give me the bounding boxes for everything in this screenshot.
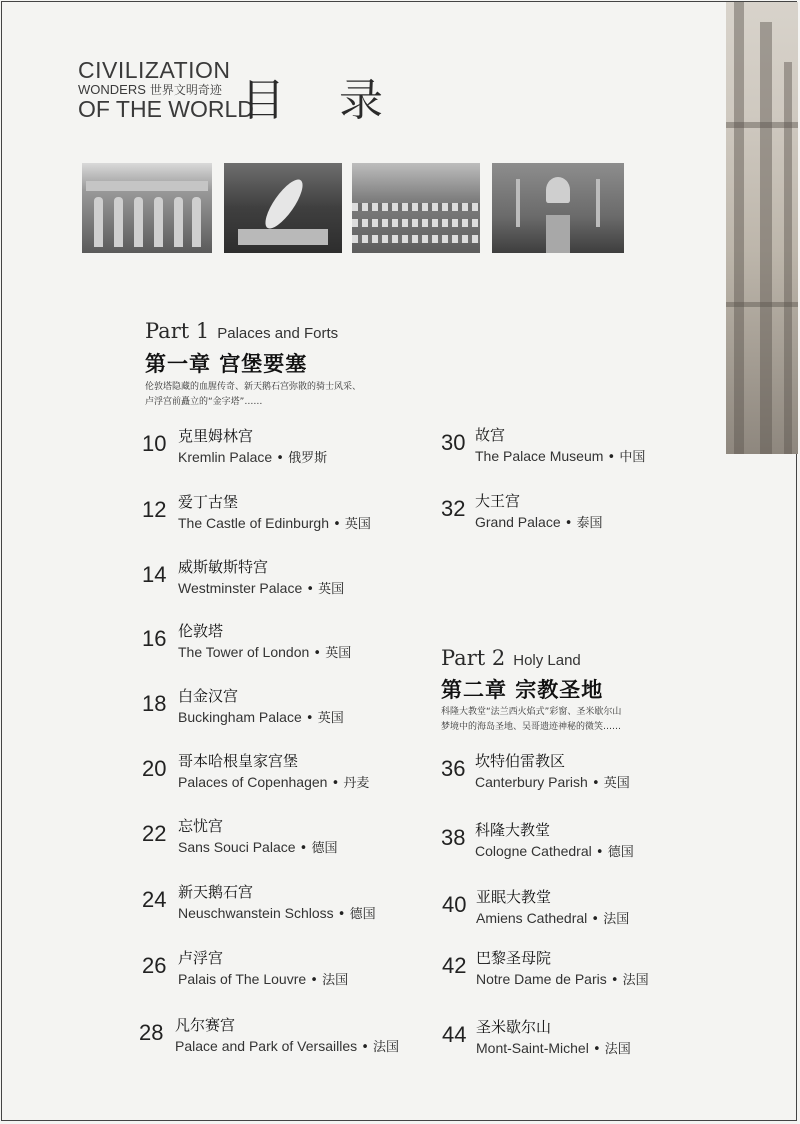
entry-country: 俄罗斯 (288, 451, 328, 466)
entry-country: 德国 (607, 845, 634, 860)
entry-name-en: Kremlin Palace (178, 449, 273, 465)
entry-title-en (175, 1036, 399, 1055)
separator: • (295, 841, 312, 856)
entry-country: 法国 (604, 1042, 631, 1057)
entry-country: 法国 (603, 912, 630, 927)
entry-name-en: Palace and Park of Versailles (175, 1038, 358, 1054)
photo-taj-mahal (492, 163, 624, 253)
entry-title-cn: 巴黎圣母院 (476, 949, 552, 967)
brand-wonders: WONDERS (78, 82, 146, 97)
entry-name-en: Mont-Saint-Michel (476, 1040, 589, 1056)
entry-name-en: Cologne Cathedral (475, 843, 592, 859)
entry-title-en (178, 772, 369, 791)
intro-line: 伦敦塔隐藏的血腥传奇、新天鹅石宫弥散的骑士风采、 (145, 382, 362, 392)
entry-name-en: Palais of The Louvre (178, 971, 307, 987)
separator: • (333, 907, 350, 922)
entry-country: 英国 (344, 517, 371, 532)
separator: • (272, 451, 289, 466)
entry-name-en: Sans Souci Palace (178, 839, 296, 855)
separator: • (560, 516, 577, 531)
entry-name-en: Grand Palace (475, 514, 561, 530)
entry-name-en: Neuschwanstein Schloss (178, 905, 334, 921)
photo-caryatids (82, 163, 212, 253)
separator: • (587, 776, 604, 791)
page-number: 12 (142, 497, 167, 522)
entry-title-cn: 大王宫 (475, 492, 521, 510)
page-number: 18 (142, 691, 167, 716)
entry-title-en (476, 969, 649, 988)
photo-cityscape (352, 163, 480, 253)
entry-name-en: The Palace Museum (475, 448, 604, 464)
entry-title-cn: 卢浮宫 (178, 949, 224, 967)
separator: • (302, 582, 319, 597)
separator: • (606, 973, 623, 988)
separator: • (309, 646, 326, 661)
entry-name-en: Amiens Cathedral (476, 910, 588, 926)
separator: • (587, 912, 604, 927)
page-number: 16 (142, 626, 167, 651)
entry-title-cn: 科隆大教堂 (475, 821, 551, 839)
entry-name-en: The Castle of Edinburgh (178, 515, 329, 531)
entry-title-cn: 坎特伯雷教区 (475, 752, 566, 770)
separator: • (328, 517, 345, 532)
separator: • (588, 1042, 605, 1057)
separator: • (306, 973, 323, 988)
entry-country: 丹麦 (343, 776, 370, 791)
page-number: 24 (142, 887, 167, 912)
entry-country: 法国 (322, 973, 349, 988)
entry-title-cn: 克里姆林宫 (178, 427, 254, 445)
chapter-2-intro (441, 705, 621, 735)
entry-title-en (178, 837, 337, 856)
entry-title-en (476, 908, 629, 927)
page-number: 40 (442, 892, 467, 917)
entry-title-cn: 哥本哈根皇家宫堡 (178, 752, 299, 770)
entry-title-cn: 圣米歇尔山 (476, 1018, 552, 1036)
entry-country: 英国 (318, 582, 345, 597)
ruins-photo-strip (726, 2, 798, 454)
entry-title-cn: 威斯敏斯特宫 (178, 558, 269, 576)
page-number: 26 (142, 953, 167, 978)
brand-line-3: OF THE WORLD (78, 96, 254, 122)
separator: • (327, 776, 344, 791)
entry-country: 英国 (325, 646, 352, 661)
part-2-heading (441, 646, 581, 670)
entry-country: 法国 (622, 973, 649, 988)
entry-title-cn: 亚眠大教堂 (476, 888, 552, 906)
page-title: 目 录 (241, 75, 403, 126)
entry-title-en (178, 903, 376, 922)
brand-chinese: 世界文明奇迹 (149, 83, 222, 97)
entry-title-en (178, 447, 327, 466)
entry-title-en (178, 707, 344, 726)
chapter-2-title: 第二章 宗教圣地 (441, 678, 604, 702)
entry-country: 中国 (619, 450, 646, 465)
page-number: 20 (142, 756, 167, 781)
page-number: 22 (142, 821, 167, 846)
entry-country: 德国 (349, 907, 376, 922)
brand-line-2 (78, 83, 254, 97)
entry-country: 英国 (317, 711, 344, 726)
page-number: 38 (441, 825, 466, 850)
page-number: 28 (139, 1020, 164, 1045)
entry-title-en (476, 1038, 631, 1057)
entry-title-cn: 爱丁古堡 (178, 493, 239, 511)
intro-line: 卢浮宫前矗立的“金字塔”…… (145, 397, 263, 407)
entry-name-en: Westminster Palace (178, 580, 303, 596)
intro-line: 科隆大教堂“法兰西火焰式”彩窗、圣米歇尔山 (441, 707, 622, 717)
page-number: 42 (442, 953, 467, 978)
entry-country: 泰国 (576, 516, 603, 531)
entry-country: 法国 (373, 1040, 400, 1055)
part-2-subtitle: Holy Land (513, 652, 581, 669)
part-1-subtitle: Palaces and Forts (217, 325, 339, 342)
part-1-label: Part 1 (145, 319, 210, 343)
page-number: 32 (441, 496, 466, 521)
entry-name-en: Buckingham Palace (178, 709, 302, 725)
entry-name-en: Notre Dame de Paris (476, 971, 607, 987)
page-number: 44 (442, 1022, 467, 1047)
separator: • (301, 711, 318, 726)
entry-title-en (178, 578, 344, 597)
entry-title-en (178, 513, 371, 532)
entry-title-en (178, 969, 348, 988)
photo-sculpture (224, 163, 342, 253)
page-number: 10 (142, 431, 167, 456)
entry-title-cn: 凡尔赛宫 (175, 1016, 236, 1034)
entry-title-cn: 白金汉宫 (178, 687, 239, 705)
entry-name-en: The Tower of London (178, 644, 310, 660)
entry-title-en (475, 446, 645, 465)
chapter-1-intro (145, 380, 361, 410)
entry-title-en (475, 772, 630, 791)
page-number: 36 (441, 756, 466, 781)
separator: • (603, 450, 620, 465)
entry-country: 德国 (311, 841, 338, 856)
entry-name-en: Canterbury Parish (475, 774, 588, 790)
entry-title-cn: 忘忧宫 (178, 817, 224, 835)
entry-title-cn: 伦敦塔 (178, 622, 224, 640)
entry-name-en: Palaces of Copenhagen (178, 774, 328, 790)
part-1-heading (145, 319, 338, 343)
entry-title-cn: 新天鹅石宫 (178, 883, 254, 901)
page-number: 14 (142, 562, 167, 587)
entry-title-en (178, 642, 351, 661)
entry-title-en (475, 512, 603, 531)
entry-country: 英国 (603, 776, 630, 791)
brand-line-1: CIVILIZATION (78, 57, 231, 83)
separator: • (591, 845, 608, 860)
page-number: 30 (441, 430, 466, 455)
chapter-1-title: 第一章 宫堡要塞 (145, 352, 308, 376)
separator: • (357, 1040, 374, 1055)
entry-title-cn: 故宫 (475, 426, 506, 444)
intro-line: 梦境中的海岛圣地、吴哥遗迹神秘的微笑…… (441, 722, 622, 732)
series-logo (78, 58, 254, 121)
part-2-label: Part 2 (441, 646, 506, 670)
entry-title-en (475, 841, 634, 860)
